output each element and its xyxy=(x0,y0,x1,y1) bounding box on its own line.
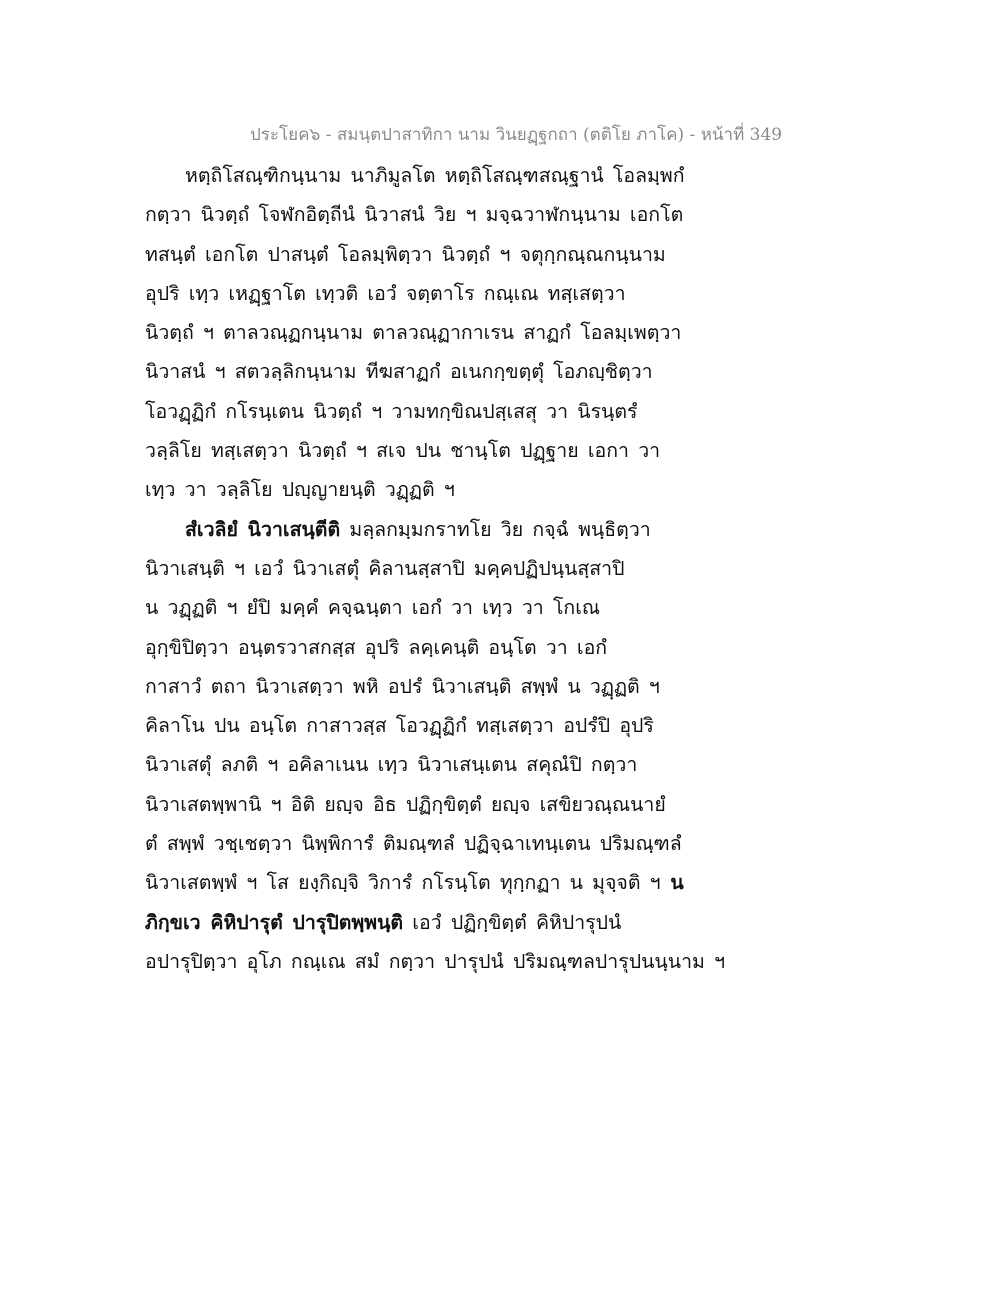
text-line: โอวฏฺฏิกํ กโรนฺเตน นิวตฺถํ ฯ วามทกฺขิณปสฺเสสุ วา นิรนฺตรํ xyxy=(145,399,638,423)
page-header: ประโยค๖ - สมนฺตปาสาทิกา นาม วินยฏฺฐกถา (ตติโย ภาโค) - หน้าที่ 349 xyxy=(250,125,783,145)
text-line: คิลาโน ปน อนฺโต กาสาวสฺส โอวฏฺฏิกํ ทสฺเสตฺวา อปรํปิ อุปริ xyxy=(145,714,654,738)
text-line: นิวาเสตุํ ลภติ ฯ อคิลาเนน เทฺว นิวาเสนฺเตน สคุณํปิ กตฺวา xyxy=(145,753,638,777)
text-line: อุปริ เทฺว เหฏฺฐาโต เทฺวติ เอวํ จตฺตาโร กณฺเณ ทสฺเสตฺวา xyxy=(145,281,626,305)
text-line: ทสนฺตํ เอกโต ปาสนฺตํ โอลมฺพิตฺวา นิวตฺถํ ฯ จตุกฺกณฺณกนฺนาม xyxy=(145,242,666,266)
text-line: วลฺลิโย ทสฺเสตฺวา นิวตฺถํ ฯ สเจ ปน ชานฺโต ปฏฺฐาย เอกา วา xyxy=(145,439,661,463)
bold-term: สํเวลิยํ นิวาเสนฺตีติ xyxy=(185,517,341,541)
bold-term: ภิกฺขเว คิหิปารุตํ ปารุปิตพฺพนฺติ xyxy=(145,910,404,934)
text-line: หตฺถิโสณฺฑิกนฺนาม นาภิมูลโต หตฺถิโสณฺฑสณฺฐานํ โอลมฺพกํ xyxy=(185,164,685,187)
text-line: อุกฺขิปิตฺวา อนฺตรวาสกสฺส อุปริ ลคฺเคนฺติ อนฺโต วา เอกํ xyxy=(145,635,608,659)
text-line: กตฺวา นิวตฺถํ โจฬกอิตฺถีนํ นิวาสนํ วิย ฯ มจฺฉวาฬกนฺนาม เอกโต xyxy=(145,203,684,227)
text-line: นิวาสนํ ฯ สตวลฺลิกนฺนาม ทีฆสาฏกํ อเนกกฺขตฺตุํ โอภญฺชิตฺวา xyxy=(145,360,653,384)
body-text xyxy=(145,156,725,981)
text-line: นิวาเสตพฺพานิ ฯ อิติ ยญฺจ อิธ ปฏิกฺขิตฺตํ ยญฺจ เสขิยวณฺณนายํ xyxy=(145,792,666,816)
text-line: นิวาเสนฺติ ฯ เอวํ นิวาเสตุํ คิลานสฺสาปิ มคฺคปฏิปนฺนสฺสาปิ xyxy=(145,556,625,580)
text-line: ภิกฺขเว คิหิปารุตํ ปารุปิตพฺพนฺติ เอวํ ปฏิกฺขิตฺตํ คิหิปารุปนํ xyxy=(145,910,622,934)
text-line: สํเวลิยํ นิวาเสนฺตีติ มลฺลกมฺมกราทโย วิย กจฺฉํ พนฺธิตฺวา xyxy=(185,517,651,541)
text-line: นิวตฺถํ ฯ ตาลวณฺฏกนฺนาม ตาลวณฺฏากาเรน สาฏกํ โอลมฺเพตฺวา xyxy=(145,321,682,345)
text-line: อปารุปิตฺวา อุโภ กณฺเณ สมํ กตฺวา ปารุปนํ ปริมณฺฑลปารุปนนฺนาม ฯ xyxy=(145,949,726,973)
text-line: เทฺว วา วลฺลิโย ปญฺญายนฺติ วฏฺฏติ ฯ xyxy=(145,478,455,502)
text-line: นิวาเสตพฺพํ ฯ โส ยงฺกิญฺจิ วิการํ กโรนฺโต ทุกฺกฏา น มุจฺจติ ฯ น xyxy=(145,871,684,895)
bold-term: น xyxy=(660,871,684,895)
text-line: น วฏฺฏติ ฯ ยํปิ มคฺคํ คจฺฉนฺตา เอกํ วา เทฺว วา โกเณ xyxy=(145,596,600,620)
text-line: กาสาวํ ตถา นิวาเสตฺวา พหิ อปรํ นิวาเสนฺติ สพฺพํ น วฏฺฏติ ฯ xyxy=(145,674,660,698)
text-line: ตํ สพฺพํ วชฺเชตฺวา นิพฺพิการํ ติมณฺฑลํ ปฏิจฺฉาเทนฺเตน ปริมณฺฑลํ xyxy=(145,832,682,856)
